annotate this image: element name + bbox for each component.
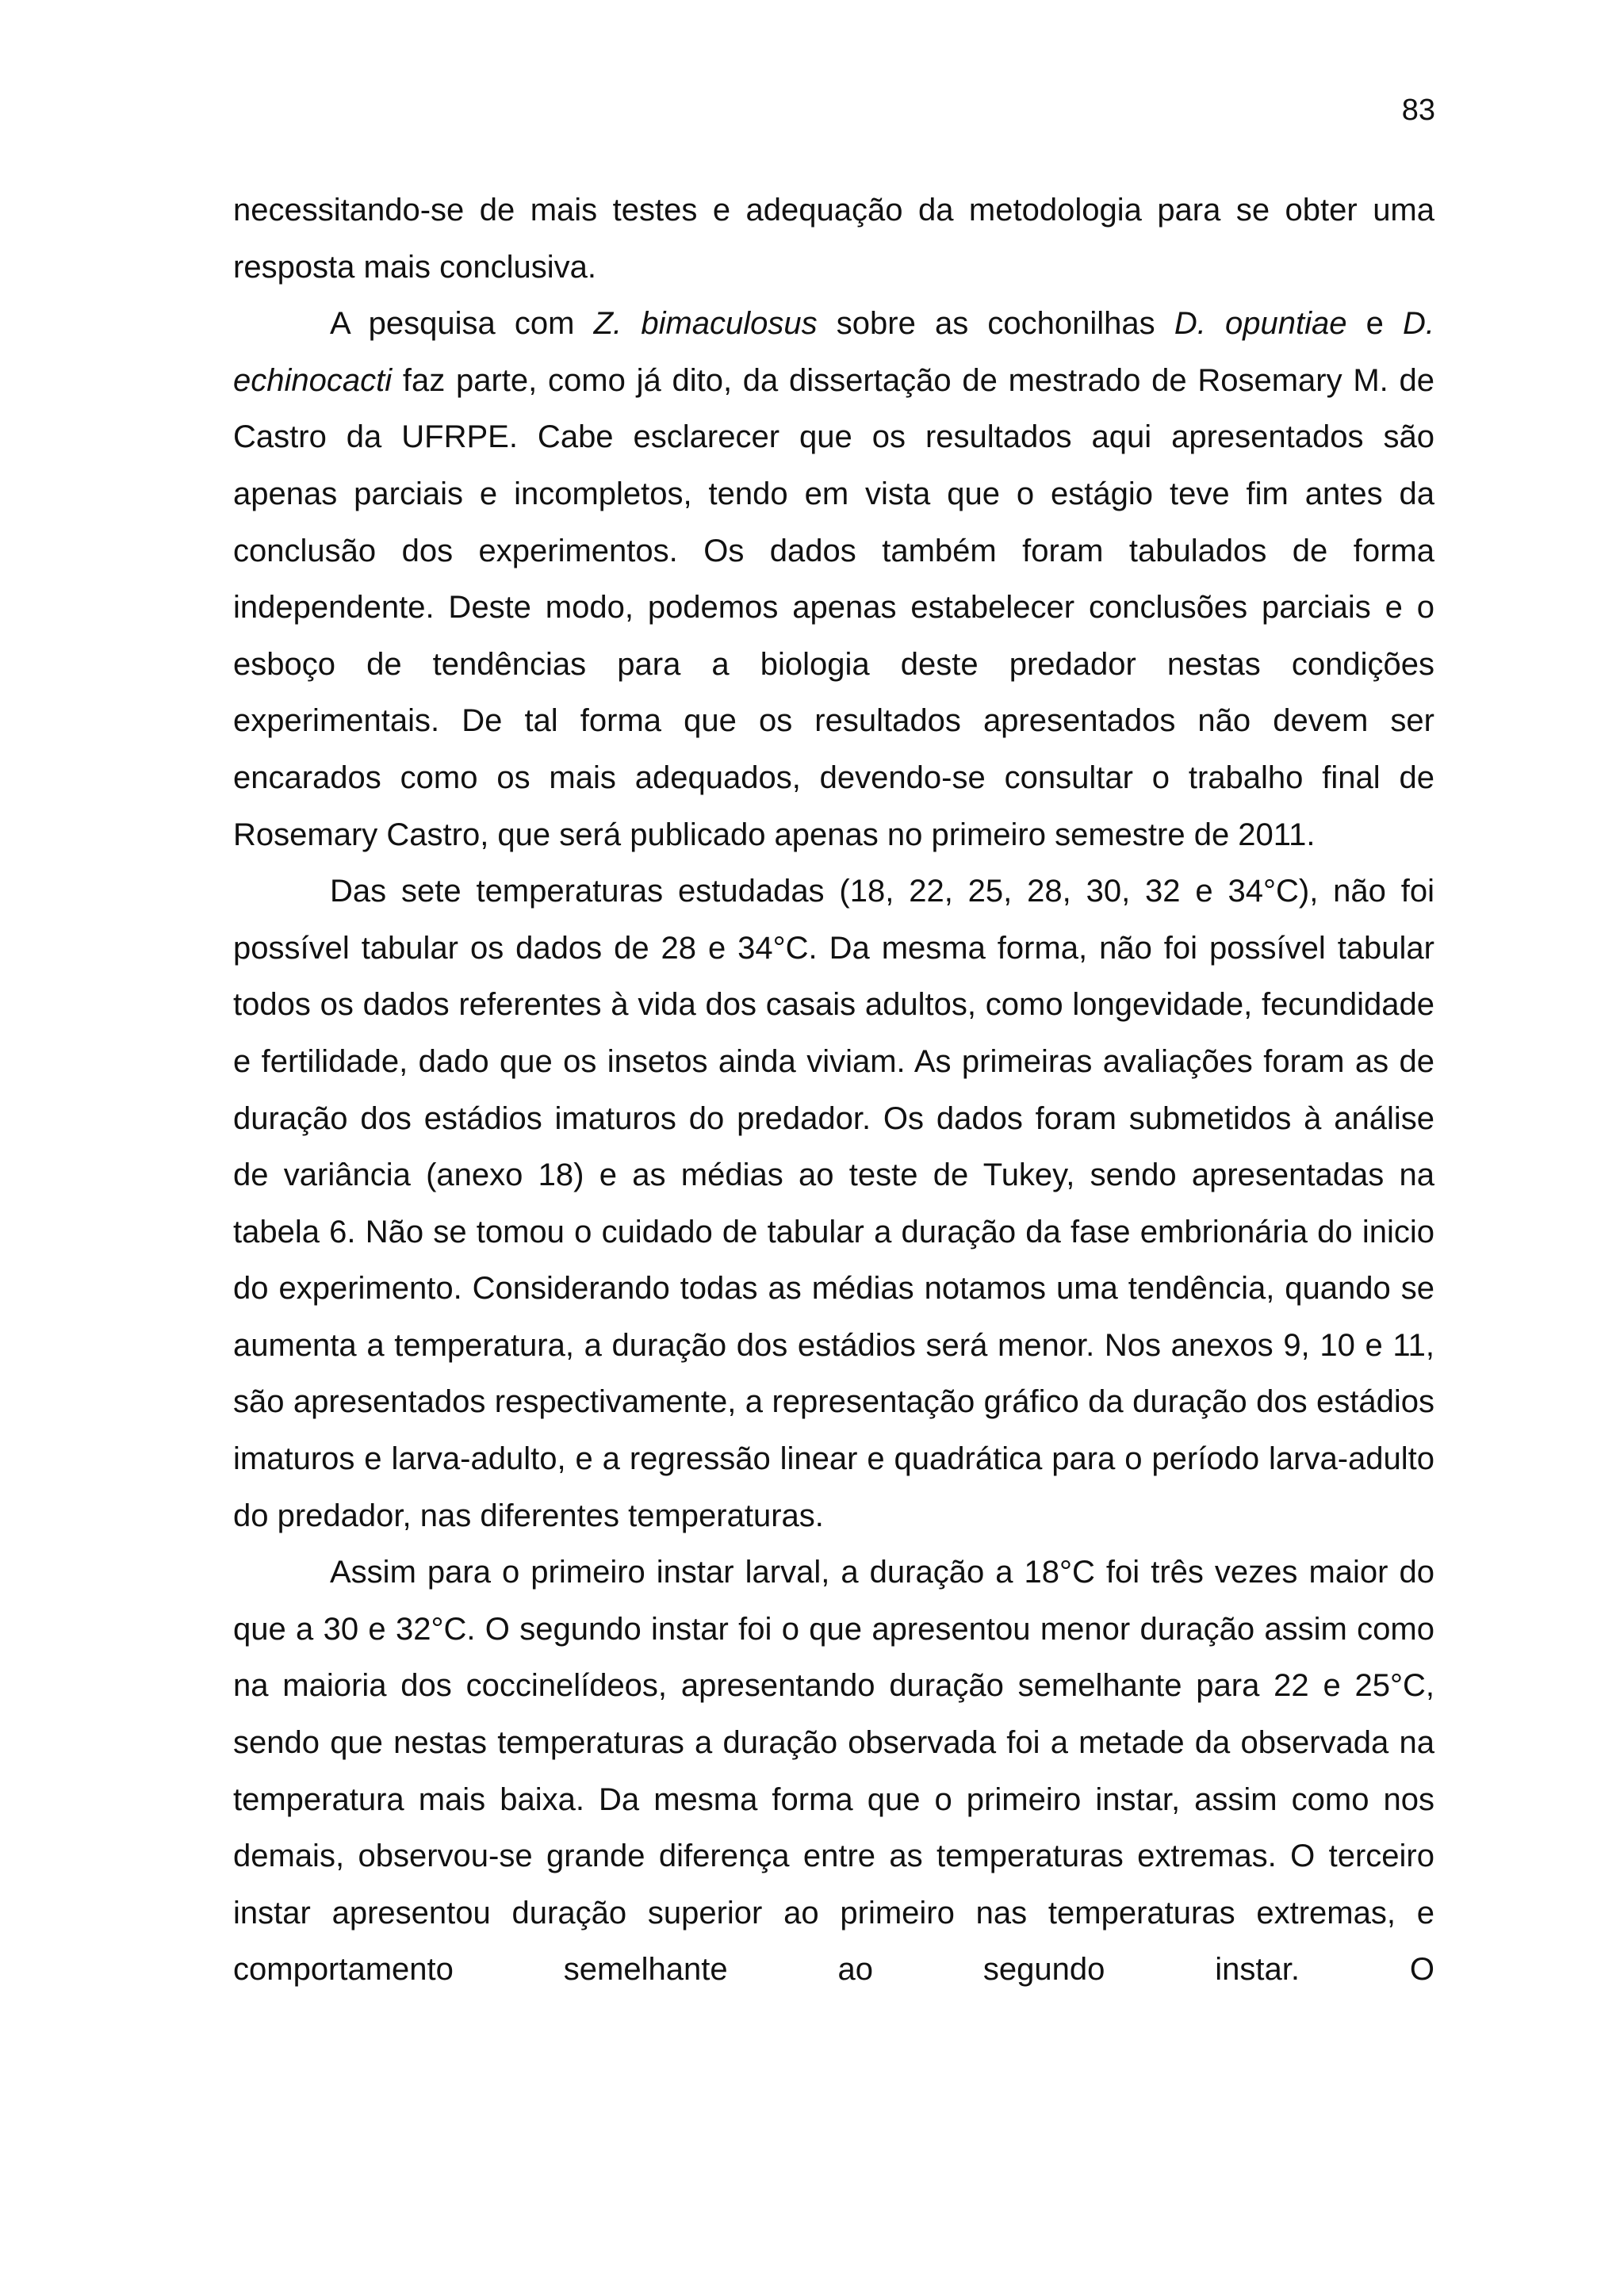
paragraph (233, 182, 1434, 296)
paragraph-text: Assim para o primeiro instar larval, a duração a 18°C foi três vezes maior do que a 30 e 32°C. O segundo instar foi o que apresentou menor duração assim como na maioria dos coccinelídeos, apresentando duração semelhante para 22 e 25°C, sendo que nestas temperaturas a duração observada foi a metade da observada na temperatura mais baixa. Da mesma forma que o primeiro instar, assim como nos demais, observou-se grande diferença entre as temperaturas extremas. O terceiro instar apresentou duração superior ao primeiro nas temperaturas extremas, e comportamento semelhante ao segundo instar. O (233, 1555, 1434, 1988)
paragraph-text: A pesquisa com (330, 306, 594, 342)
species-name: D. opuntiae (1174, 306, 1347, 342)
paragraph-text: e (1346, 306, 1404, 342)
paragraph-text: sobre as cochonilhas (817, 306, 1174, 342)
paragraph-text: Das sete temperaturas estudadas (18, 22, 25, 28, 30, 32 e 34°C), não foi possível tabular os dados de 28 e 34°C. Da mesma forma, não foi possível tabular todos os dados referentes à vida dos casais adultos, como longevidade, fecundidade e fertilidade, dado que os insetos ainda viviam. As primeiras avaliações foram as de duração dos estádios imaturos do predador. Os dados foram submetidos à análise de variância (anexo 18) e as médias ao teste de Tukey, sendo apresentadas na tabela 6. Não se tomou o cuidado de tabular a duração da fase embrionária do inicio do experimento. Considerando todas as médias notamos uma tendência, quando se aumenta a temperatura, a duração dos estádios será menor. Nos anexos 9, 10 e 11, são apresentados respectivamente, a representação gráfico da duração dos estádios imaturos e larva-adulto, e a regressão linear e quadrática para o período larva-adulto do predador, nas diferentes temperaturas. (233, 874, 1434, 1533)
body-text (233, 182, 1434, 1999)
paragraph (233, 863, 1434, 1544)
species-name: D. echinocacti (233, 306, 1435, 398)
species-name: Z. bimaculosus (593, 306, 818, 342)
paragraph-text: faz parte, como já dito, da dissertação de mestrado de Rosemary M. de Castro da UFRPE. Cabe esclarecer que os resultados aqui apresentados são apenas parciais e incompletos, tendo em vista que o estágio teve fim antes da conclusão dos experimentos. Os dados também foram tabulados de forma independente. Deste modo, podemos apenas estabelecer conclusões parciais e o esboço de tendências para a biologia deste predador nestas condições experimentais. De tal forma que os resultados apresentados não devem ser encarados como os mais adequados, devendo-se consultar o trabalho final de Rosemary Castro, que será publicado apenas no primeiro semestre de 2011. (233, 362, 1434, 852)
page-number: 83 (1401, 94, 1435, 127)
paragraph-text: necessitando-se de mais testes e adequação da metodologia para se obter uma resposta mais conclusiva. (233, 193, 1434, 285)
paragraph (233, 296, 1434, 863)
paragraph (233, 1544, 1434, 1999)
